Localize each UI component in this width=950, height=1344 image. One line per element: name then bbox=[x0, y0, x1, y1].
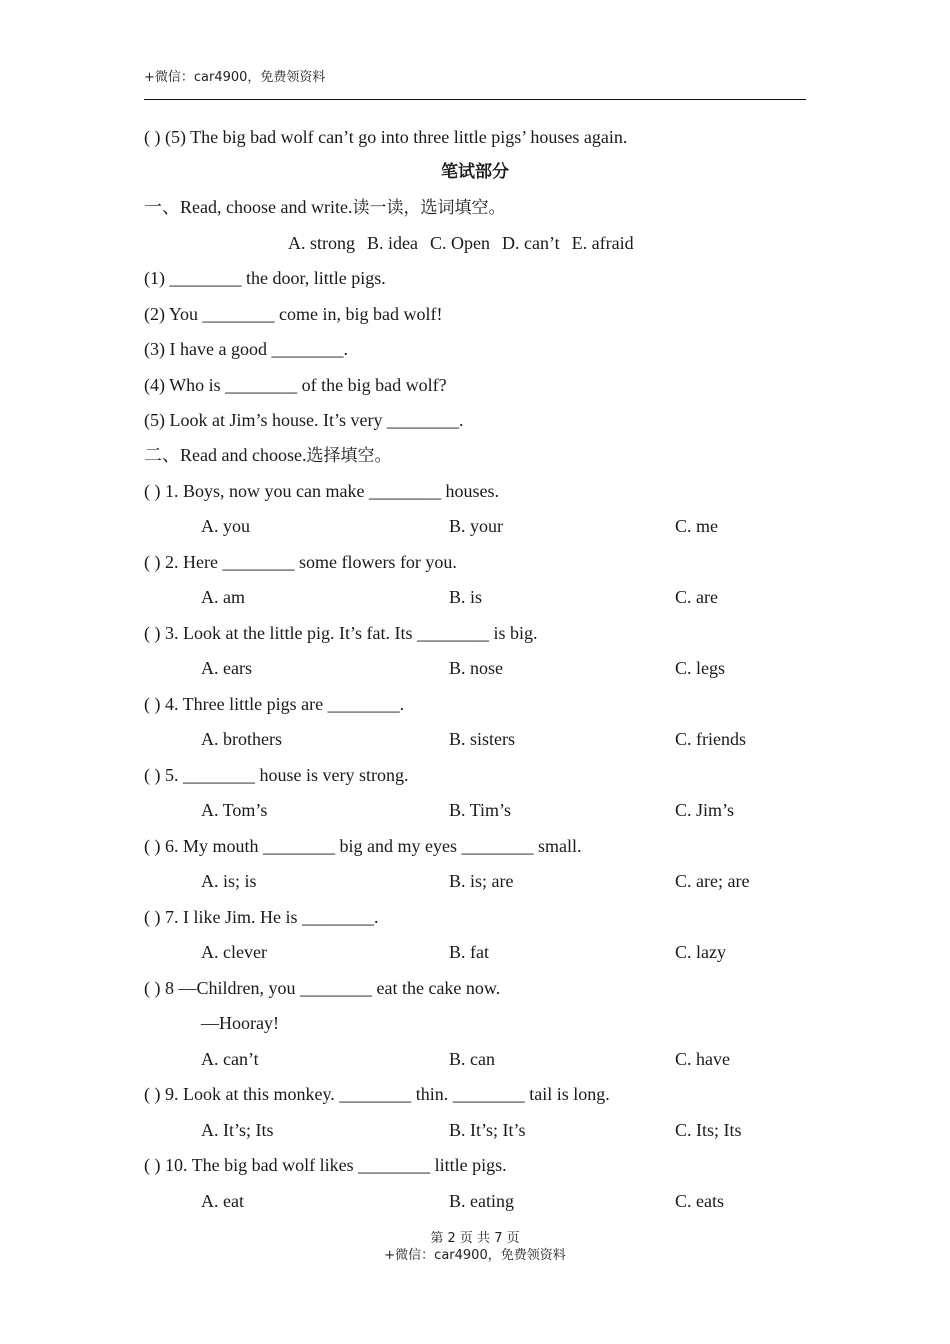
question-stem: ( ) 7. I like Jim. He is ________. bbox=[144, 907, 379, 927]
option-b: B. fat bbox=[449, 942, 489, 962]
option-c: C. lazy bbox=[675, 942, 726, 962]
option-c: C. Its; Its bbox=[675, 1120, 742, 1140]
word-bank-option: C. Open bbox=[430, 233, 490, 253]
part1-item-4: (4) Who is ________ of the big bad wolf? bbox=[144, 375, 447, 395]
option-a: A. can’t bbox=[201, 1049, 259, 1069]
page-number: 第 2 页 共 7 页 bbox=[430, 1231, 520, 1246]
word-bank-option: B. idea bbox=[367, 233, 418, 253]
part1-item-2: (2) You ________ come in, big bad wolf! bbox=[144, 304, 443, 324]
option-a: A. eat bbox=[201, 1191, 244, 1211]
option-c: C. have bbox=[675, 1049, 730, 1069]
part1-item-5: (5) Look at Jim’s house. It’s very ________. bbox=[144, 410, 464, 430]
question-reply: —Hooray! bbox=[201, 1013, 279, 1033]
word-bank-option: E. afraid bbox=[571, 233, 634, 253]
option-b: B. eating bbox=[449, 1191, 514, 1211]
option-c: C. Jim’s bbox=[675, 800, 735, 820]
question-stem: ( ) 8 —Children, you ________ eat the cake now. bbox=[144, 978, 501, 998]
part2-heading bbox=[144, 443, 391, 468]
question-stem: ( ) 1. Boys, now you can make ________ houses. bbox=[144, 481, 499, 501]
option-c: C. are; are bbox=[675, 871, 750, 891]
part1-heading-cn: 读一读，选词填空。 bbox=[352, 198, 506, 218]
option-c: C. legs bbox=[675, 658, 726, 678]
option-b: B. is; are bbox=[449, 871, 514, 891]
option-a: A. brothers bbox=[201, 729, 282, 749]
option-a: A. you bbox=[201, 516, 250, 536]
option-b: B. nose bbox=[449, 658, 503, 678]
question-stem: ( ) 4. Three little pigs are ________. bbox=[144, 694, 405, 714]
header-note: +微信：car4900，免费领资料 bbox=[144, 70, 326, 85]
question-stem: ( ) 5. ________ house is very strong. bbox=[144, 765, 409, 785]
part1-item-3: (3) I have a good ________. bbox=[144, 339, 348, 359]
word-bank-option: A. strong bbox=[288, 233, 355, 253]
option-b: B. can bbox=[449, 1049, 495, 1069]
option-c: C. are bbox=[675, 587, 718, 607]
option-a: A. clever bbox=[201, 942, 267, 962]
question-stem: ( ) 9. Look at this monkey. ________ thin. ________ tail is long. bbox=[144, 1084, 610, 1104]
question-stem: ( ) 3. Look at the little pig. It’s fat. Its ________ is big. bbox=[144, 623, 538, 643]
part2-heading-en: 二、Read and choose. bbox=[144, 445, 307, 465]
option-b: B. is bbox=[449, 587, 483, 607]
part1-item-1: (1) ________ the door, little pigs. bbox=[144, 268, 386, 288]
footer-note: +微信：car4900，免费领资料 bbox=[384, 1248, 566, 1263]
header-divider bbox=[144, 99, 806, 100]
part1-heading-en: 一、Read, choose and write. bbox=[144, 197, 353, 217]
part1-heading bbox=[144, 195, 505, 220]
question-stem: ( ) 10. The big bad wolf likes ________ little pigs. bbox=[144, 1155, 507, 1175]
question-stem: ( ) 6. My mouth ________ big and my eyes ________ small. bbox=[144, 836, 582, 856]
written-section-title: 笔试部分 bbox=[441, 162, 509, 182]
option-b: B. Tim’s bbox=[449, 800, 512, 820]
option-c: C. friends bbox=[675, 729, 746, 749]
word-bank bbox=[288, 231, 646, 255]
listening-item-5: ( ) (5) The big bad wolf can’t go into three little pigs’ houses again. bbox=[144, 127, 628, 147]
option-c: C. eats bbox=[675, 1191, 724, 1211]
option-a: A. It’s; Its bbox=[201, 1120, 274, 1140]
question-stem: ( ) 2. Here ________ some flowers for you. bbox=[144, 552, 457, 572]
part2-heading-cn: 选择填空。 bbox=[306, 446, 392, 466]
option-c: C. me bbox=[675, 516, 718, 536]
option-b: B. your bbox=[449, 516, 503, 536]
option-a: A. ears bbox=[201, 658, 252, 678]
option-a: A. Tom’s bbox=[201, 800, 268, 820]
option-a: A. is; is bbox=[201, 871, 257, 891]
option-b: B. It’s; It’s bbox=[449, 1120, 526, 1140]
option-a: A. am bbox=[201, 587, 245, 607]
word-bank-option: D. can’t bbox=[502, 233, 560, 253]
option-b: B. sisters bbox=[449, 729, 516, 749]
